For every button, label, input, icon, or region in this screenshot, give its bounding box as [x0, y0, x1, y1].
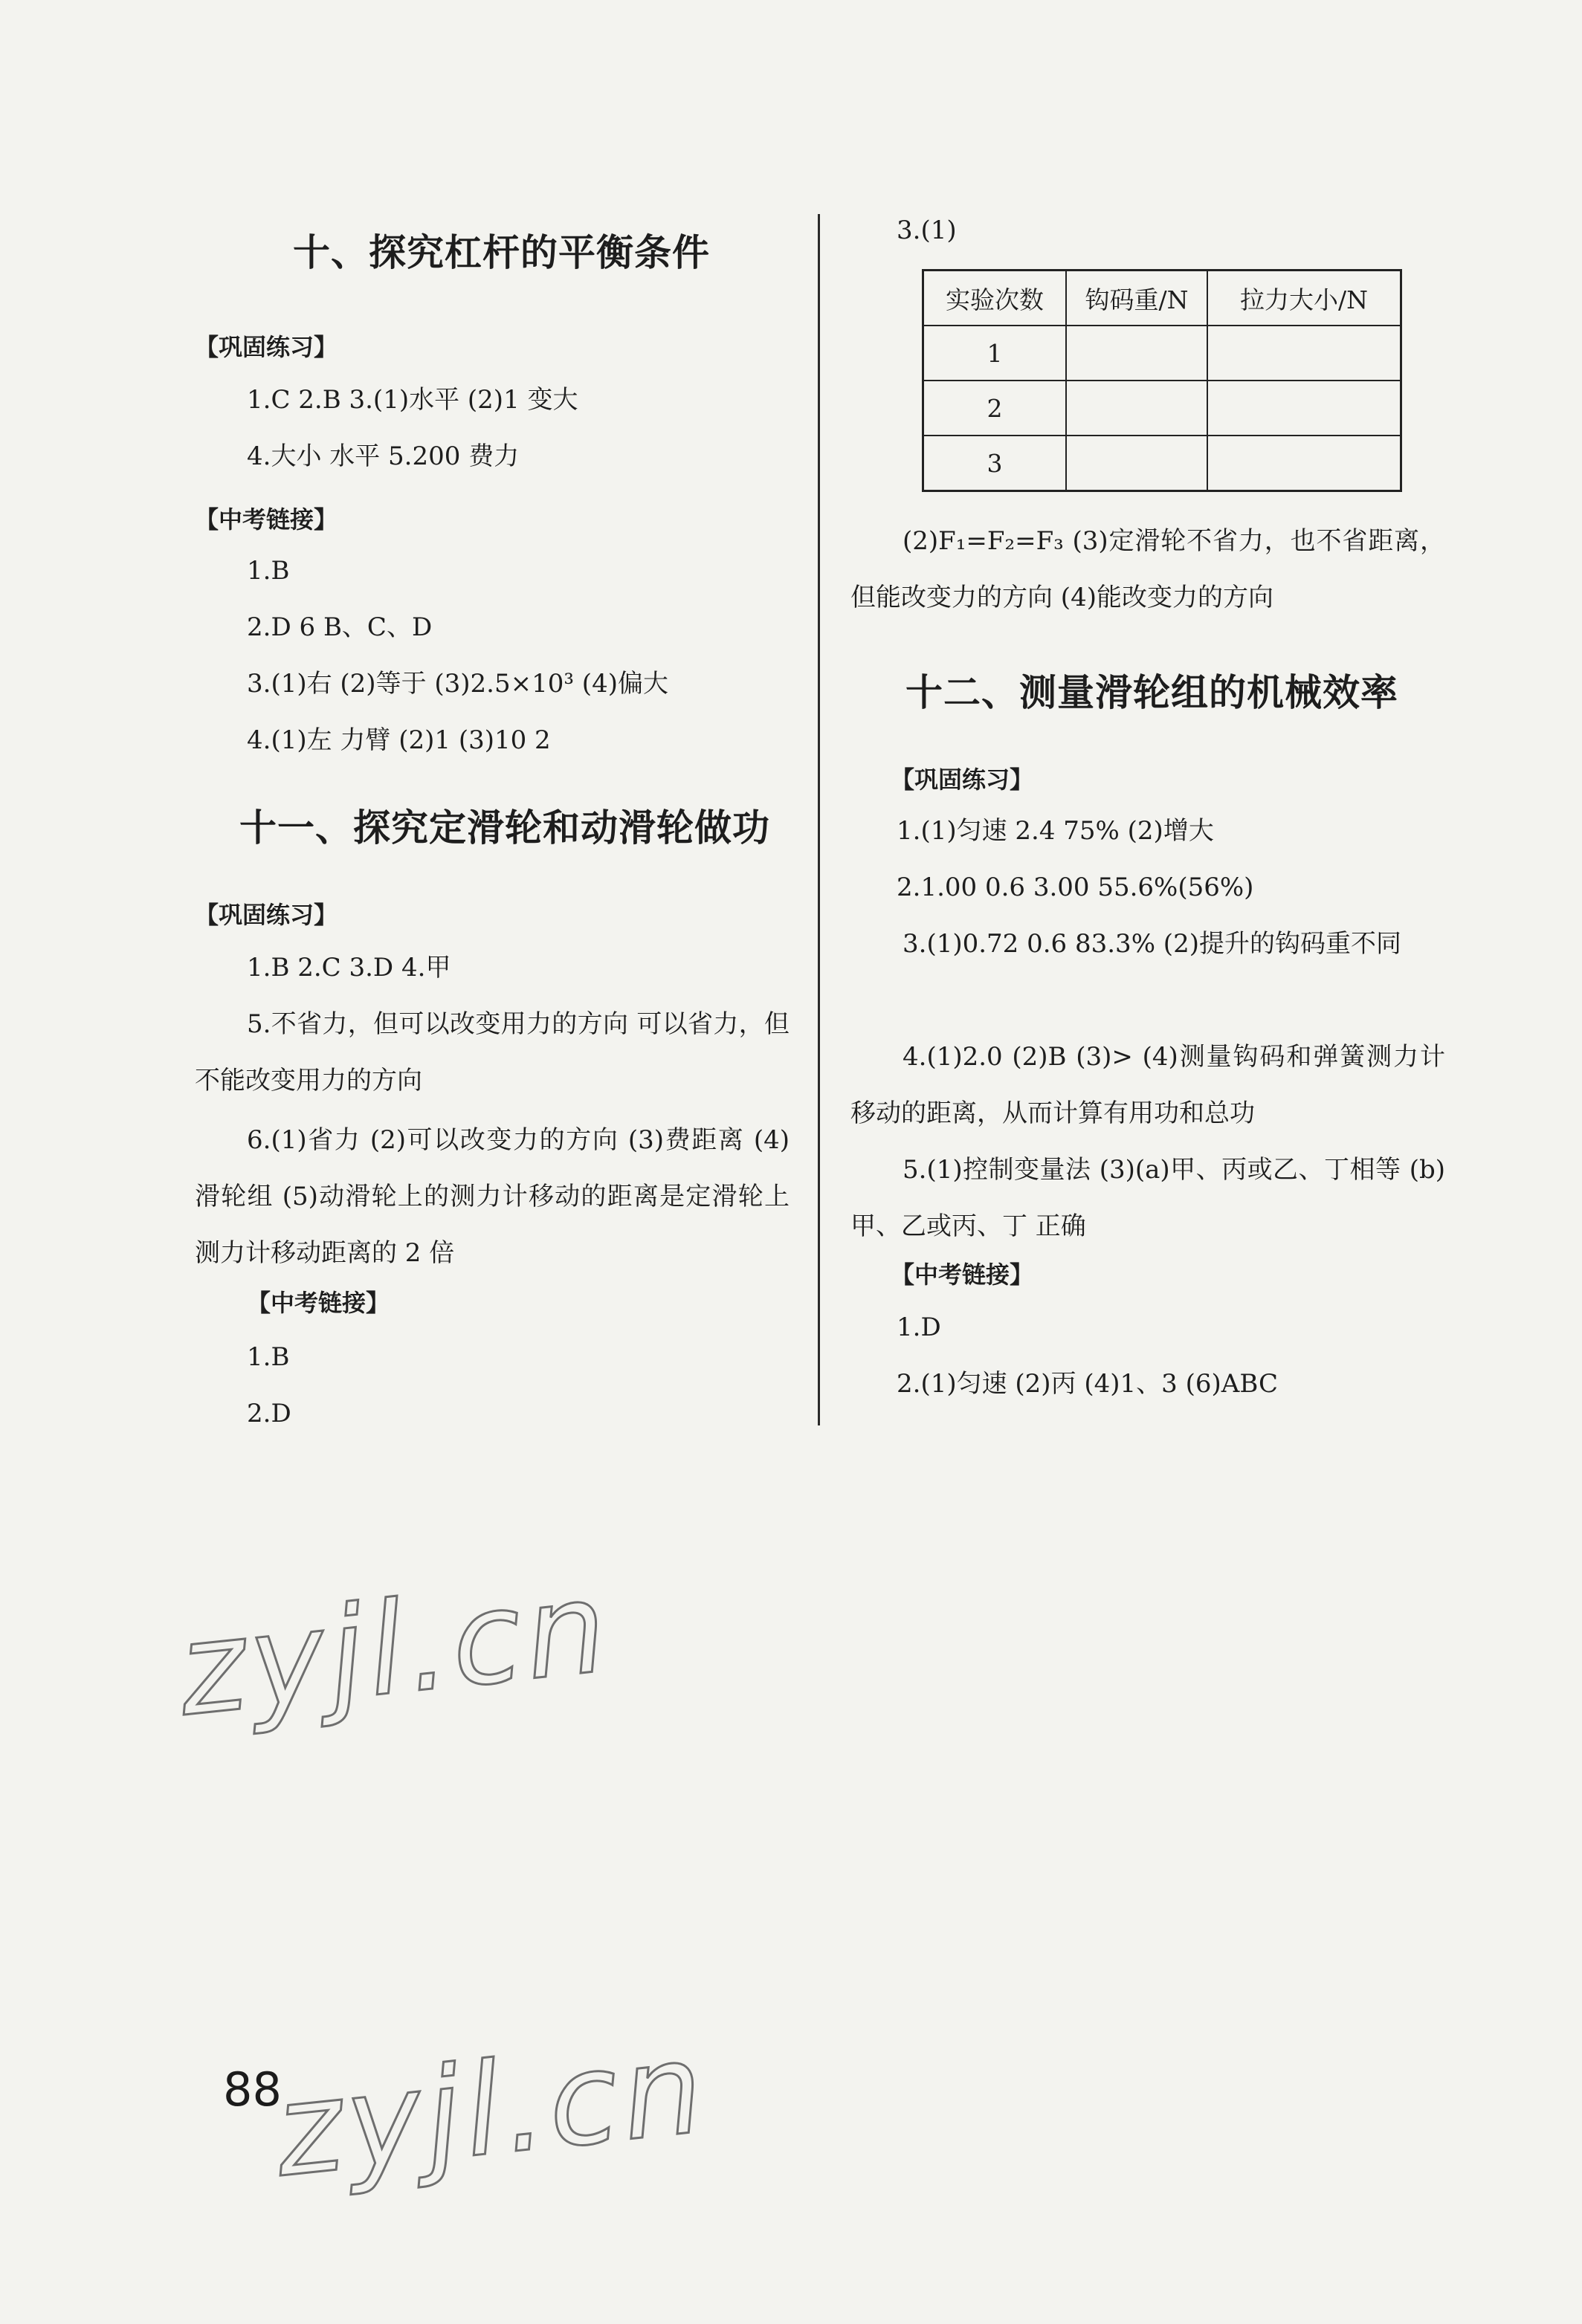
- section-11-answer-5: 5.不省力，但可以改变用力的方向 可以省力，但不能改变用力的方向: [195, 1009, 790, 1095]
- section-10-line-3: 1.B: [247, 556, 290, 586]
- section-11-line-2: 1.B: [247, 1342, 290, 1372]
- question-3-label: 3.(1): [897, 216, 957, 245]
- table-row: [923, 436, 1401, 491]
- section-10-line-5: 3.(1)右 (2)等于 (3)2.5×10³ (4)偏大: [247, 669, 668, 699]
- section-11-exam-tag: 【中考链接】: [247, 1289, 390, 1317]
- section-12-answer-4: 4.(1)2.0 (2)B (3)> (4)测量钩码和弹簧测力计移动的距离，从而计算有用功和总功: [850, 1042, 1445, 1128]
- table-cell: [1207, 326, 1401, 381]
- section-11-practice-tag: 【巩固练习】: [195, 901, 338, 929]
- table-header-cell: 实验次数: [923, 271, 1067, 326]
- section-12-title: 十二、测量滑轮组的机械效率: [905, 671, 1398, 714]
- section-12-line-1: 1.(1)匀速 2.4 75% (2)增大: [897, 816, 1214, 846]
- section-12-answer-5: 5.(1)控制变量法 (3)(a)甲、丙或乙、丁相等 (b)甲、乙或丙、丁 正确: [850, 1155, 1445, 1241]
- section-11-answer-6: 6.(1)省力 (2)可以改变力的方向 (3)费距离 (4)滑轮组 (5)动滑轮上的测力计移动的距离是定滑轮上测力计移动距离的 2 倍: [195, 1125, 790, 1268]
- section-11-line-3: 2.D: [247, 1399, 291, 1428]
- experiment-table: [922, 269, 1402, 492]
- section-10-line-2: 4.大小 水平 5.200 费力: [247, 441, 520, 471]
- table-row: [923, 326, 1401, 381]
- table-cell: [1066, 436, 1207, 491]
- page-number: 88: [223, 2062, 282, 2117]
- table-cell: [1207, 436, 1401, 491]
- table-header-cell: 拉力大小/N: [1207, 271, 1401, 326]
- section-10-line-1: 1.C 2.B 3.(1)水平 (2)1 变大: [247, 385, 578, 415]
- table-cell: 2: [923, 381, 1067, 436]
- table-cell: 3: [923, 436, 1067, 491]
- table-cell: [1207, 381, 1401, 436]
- section-10-line-6: 4.(1)左 力臂 (2)1 (3)10 2: [247, 725, 551, 755]
- section-10-practice-tag: 【巩固练习】: [195, 333, 338, 361]
- table-cell: 1: [923, 326, 1067, 381]
- section-12-line-7: 2.(1)匀速 (2)丙 (4)1、3 (6)ABC: [897, 1369, 1278, 1399]
- section-11-line-1: 1.B 2.C 3.D 4.甲: [247, 953, 451, 983]
- question-3-answer-rest: (2)F₁=F₂=F₃ (3)定滑轮不省力，也不省距离，但能改变力的方向 (4)能改变力的方向: [850, 526, 1445, 612]
- section-11-title: 十一、探究定滑轮和动滑轮做功: [239, 806, 770, 849]
- table-cell: [1066, 326, 1207, 381]
- section-10-line-4: 2.D 6 B、C、D: [247, 612, 433, 642]
- section-12-practice-tag: 【巩固练习】: [891, 766, 1034, 794]
- table-cell: [1066, 381, 1207, 436]
- section-12-line-2: 2.1.00 0.6 3.00 55.6%(56%): [897, 873, 1254, 902]
- table-header-row: [923, 271, 1401, 326]
- section-12-answer-3: 3.(1)0.72 0.6 83.3% (2)提升的钩码重不同: [903, 929, 1401, 959]
- section-10-title: 十、探究杠杆的平衡条件: [293, 231, 710, 274]
- table-row: [923, 381, 1401, 436]
- watermark-logo: zyjl.cn: [268, 2014, 714, 2206]
- section-12-exam-tag: 【中考链接】: [891, 1260, 1034, 1289]
- watermark-logo: zyjl.cn: [172, 1553, 618, 1745]
- section-12-line-6: 1.D: [897, 1312, 941, 1342]
- column-divider: [818, 214, 820, 1425]
- section-10-exam-tag: 【中考链接】: [195, 505, 338, 534]
- table-header-cell: 钩码重/N: [1066, 271, 1207, 326]
